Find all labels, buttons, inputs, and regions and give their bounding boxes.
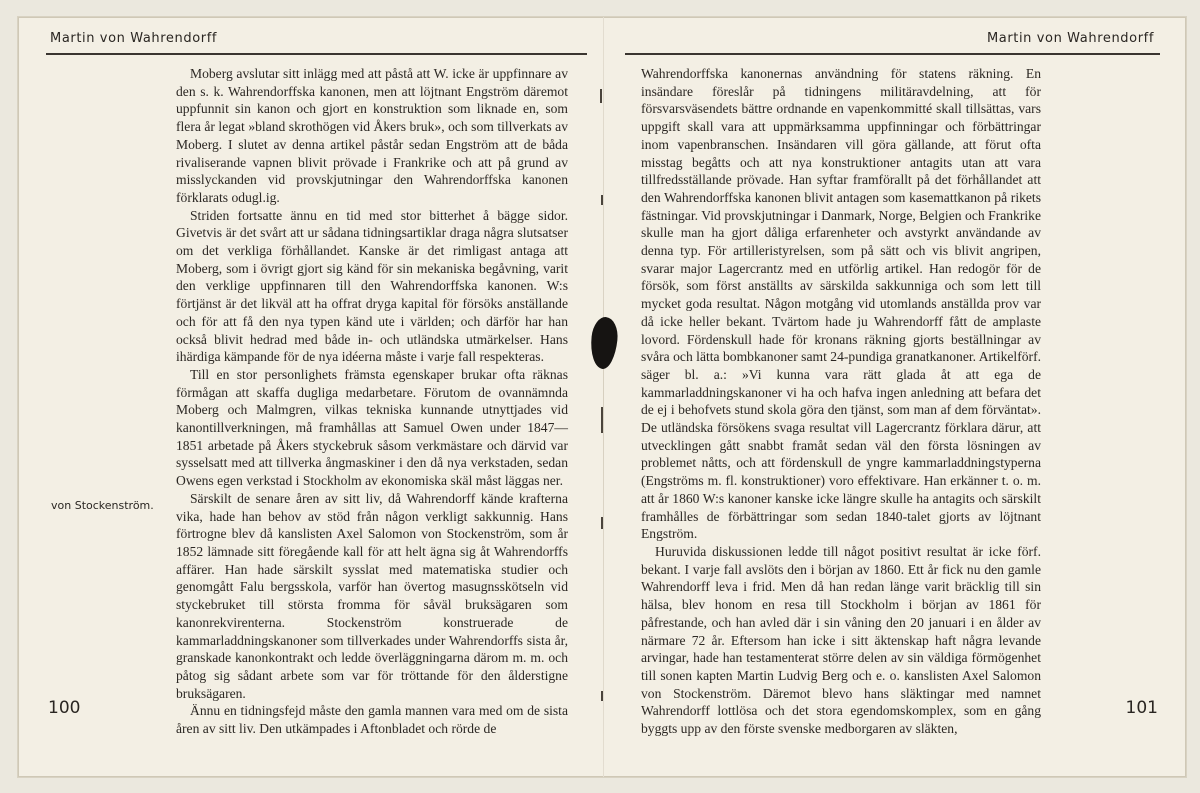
paragraph: Ännu en tidningsfejd måste den gamla mannen vara med om de sista åren av sitt liv. Den utkämpades i Aftonbladet och rörde de — [176, 703, 568, 737]
margin-note: von Stockenström. — [51, 499, 154, 512]
paragraph: Moberg avslutar sitt inlägg med att påstå att W. icke är uppfinnare av den s. k. Wahrendorffska kanonen, men att löjtnant Engström däremot uppfunnit sin kanon och gjort en konstruktion som liknade en, som flera år legat »bland skrothögen vid Åkers bruk», och som tillverkats av Moberg. I slutet av denna artikel påstår sedan Engström att de båda rivaliserande vapnen blivit prövade i Frankrike och att på grund av misslyckanden vid provskjutningar den Wahrendorffska kanonen förklarats odugl.ig. — [176, 66, 568, 205]
header-rule-right — [625, 53, 1160, 55]
book-spread — [17, 16, 1187, 778]
binding-mark — [600, 89, 602, 103]
paragraph: Striden fortsatte ännu en tid med stor bitterhet å bägge sidor. Givetvis är det svårt att ur sådana tidningsartiklar draga några slutsatser om det verkliga förhållandet. Kanske är det rimligast antaga att Moberg, som i övrigt gjort sig känd för sin mekaniska begåvning, varit den verklige uppfinnaren till den Wahrendorffska kanonen. W:s förtjänst är det likväl att ha offrat dryga kapital för försöks anställande och för att få den nya typen känd ute i världen; och därför har han också blivit hedrad med både in- och utländska utmärkelser. Hans ihärdiga kämpande för de nya idéerna måste i varje fall respekteras. — [176, 207, 568, 365]
text-column-right — [641, 65, 1041, 738]
right-page — [603, 17, 1186, 777]
paragraph: Wahrendorffska kanonernas användning för statens räkning. En insändare föreslår på tidningens militäravdelning, att för försvarsväsendets bättre ordnande en vapenkommitté skall tillsättas, vars uppgift skall vara att uppmärksamma uppfinningar och förbättringar inom vapenbranschen. Insändaren vill göra gällande, att förut ofta misstag begåtts och att nya konstruktioner antagits utan att vara tillfredsställande prövade. Han syftar framförallt på det förhållandet att den Wahrendorffska kanonen blivit antagen som kasemattkanon på rikets fästningar. Vid provskjutningar i Danmark, Norge, Belgien och Frankrike skulle man ha gjort dåliga erfarenheter och avstyrkt användande av denna typ. För artilleristyrelsen, som på sätt och vis blivit angripen, svarar major Lagercrantz med en utförlig artikel. Han redogör för de försök, som först anställts av särskilda sakkunniga och som lett till mycket goda resultat. Någon motgång vid utomlands anställda prov var då icke heller bekant. Tvärtom hade ju Wahrendorff fått de amplaste lovord. Fördenskull hade för kronans räkning gjorts beställningar av svåra och lätta bombkanoner samt 24-pundiga granatkanoner. Artikelförf. säger bl. a.: »Vi kunna vara rätt glada åt att ega de kammarladdningskanoner vi ha och hafva ingen anledning att befara det de ej i behofvets stund skola göra den tjänst, som man af dem förväntat». De utländska försökens svaga resultat vill Lagercrantz förklara därur, att utvecklingen gått snabbt framåt sedan väl den första lösningen av problemet nåtts, och att fördenskull de yngre kammarladdningstyperna (Engströms m. fl. konstruktioner) voro effektivare. Han erkänner t. o. m. att år 1860 W:s kanoner kanske icke längre skulle ha antagits och särskilt framhålles de förbättringar som sedan 1840-talet gjorts av löjtnant Engström. — [641, 66, 1041, 542]
running-head-left: Martin von Wahrendorff — [50, 31, 218, 46]
paragraph: Särskilt de senare åren av sitt liv, då Wahrendorff kände krafterna vika, hade han behov av stöd från någon verkligt sakkunnig. Hans förtrogne blev då kanslisten Axel Salomon von Stockenström, som år 1852 lämnade sitt föregående kall för att helt ägna sig åt Wahrendorffs affärer. Han hade särskilt sysslat med matematiska studier och genomgått Falu bergsskola, varför han övertog masugnsskötseln vid styckebruket till största fromma för såväl bruksägaren som kanonrekvirenterna. Stockenström konstruerade de kammarladdningskanoner som tillverkades under Wahrendorffs sista år, granskade kanonkontrakt och ledde överläggningarna därom m. m. och påtog sig sådant arbete som var för tröttande för den ålderstigne bruksägaren. — [176, 490, 568, 701]
text-column-left — [176, 65, 568, 738]
page-number-left: 100 — [48, 698, 81, 718]
page-number-right: 101 — [1125, 698, 1158, 718]
left-page — [18, 17, 603, 777]
paragraph: Till en stor personlighets främsta egenskaper brukar ofta räknas förmågan att skaffa dugliga medarbetare. Förutom de ovannämnda Moberg och Malmgren, vilkas tekniska kunnande utnyttjades vid kanontillverkningen, må framhållas att Samuel Owen under 1847—1851 arbetade på Åkers styckebruk såsom verkmästare och därvid var sysselsatt med att tillverka ångmaskiner i den då nya verkstaden, sedan Owens egen verkstad i Stockholm av ekonomiska skäl måst läggas ner. — [176, 366, 568, 489]
running-head-right: Martin von Wahrendorff — [986, 31, 1154, 46]
paragraph: Huruvida diskussionen ledde till något positivt resultat är icke förf. bekant. I varje fall avslöts den i början av 1860. Ett år fick nu den gamle Wahrendorff leva i frid. Men då han redan länge varit bräcklig till sin hälsa, blev honom en resa till Stockholm i början av 1861 för påfrestande, och han avled där i sin våning den 20 januari i en ålder av närmare 72 år. Eftersom han icke i sitt äktenskap haft några levande arvingar, hade han testamenterat större delen av sin väldiga förmögenhet till sonen kapten Martin Ludvig Berg och e. o. kanslisten Axel Salomon von Stockenström. Däremot blevo hans släktingar med namnet Wahrendorff lottlösa och det stora egendomskomplex, som en gång byggts upp av den förste svenske medborgaren av släkten, — [641, 543, 1041, 737]
header-rule-left — [46, 53, 587, 55]
